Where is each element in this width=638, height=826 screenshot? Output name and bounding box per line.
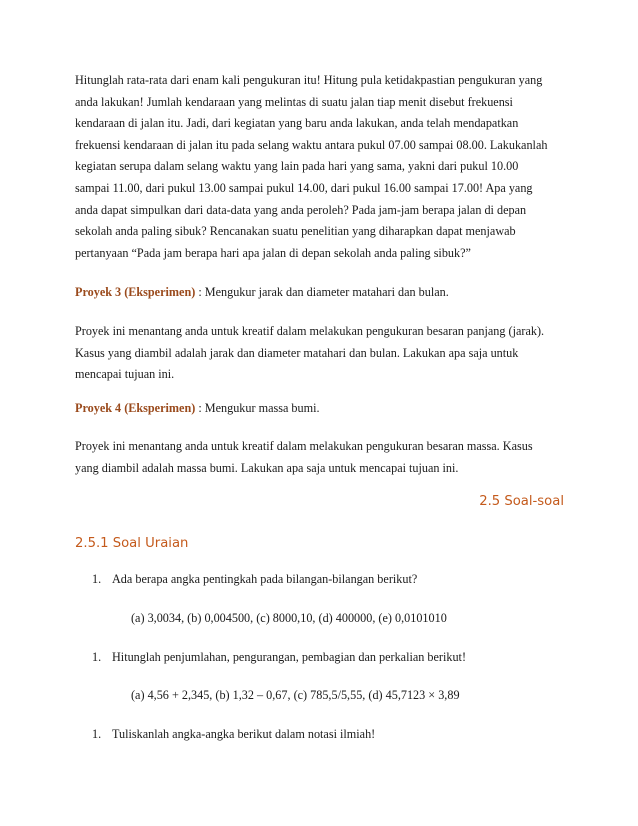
section-heading: 2.5 Soal-soal — [479, 494, 564, 509]
text-line: Proyek ini menantang anda untuk kreatif dalam melakukan pengukuran besaran massa. Kasus — [75, 439, 533, 453]
question-text: Ada berapa angka pentingkah pada bilangan-bilangan berikut? — [112, 572, 418, 586]
text-line: sekolah anda paling sibuk? Rencanakan suatu penelitian yang diharapkan dapat menjawab — [75, 224, 516, 239]
question-subitems: (a) 4,56 + 2,345, (b) 1,32 – 0,67, (c) 785,5/5,55, (d) 45,7123 × 3,89 — [131, 688, 460, 702]
paragraph-observation-task — [75, 70, 575, 264]
text-line: sampai 11.00, dari pukul 13.00 sampai pukul 14.00, dari pukul 16.00 sampai 17.00! Apa yang — [75, 180, 533, 195]
text-line: anda dapat simpulkan dari data-data yang anda peroleh? Pada jam-jam berapa jalan di depan — [75, 202, 527, 217]
text-line: kendaraan di jalan itu. Jadi, dari kegiatan yang baru anda lakukan, anda telah mendapatkan — [75, 116, 519, 131]
question-number: 1. — [92, 727, 102, 741]
project-4-line — [75, 398, 575, 420]
question-text: Tuliskanlah angka-angka berikut dalam notasi ilmiah! — [112, 727, 376, 741]
text-line: Proyek ini menantang anda untuk kreatif dalam melakukan pengukuran besaran panjang (jarak). — [75, 324, 545, 338]
text-line: anda lakukan! Jumlah kendaraan yang melintas di suatu jalan tiap menit disebut frekuensi — [75, 94, 513, 109]
text-line: Hitunglah rata-rata dari enam kali pengukuran itu! Hitung pula ketidakpastian pengukuran yang — [75, 73, 543, 87]
subsection-heading: 2.5.1 Soal Uraian — [75, 536, 189, 551]
text-line: yang diambil adalah massa bumi. Lakukan apa saja untuk mencapai tujuan ini. — [75, 460, 459, 475]
text-line: mencapai tujuan ini. — [75, 367, 175, 382]
project-4-text: : Mengukur massa bumi. — [195, 401, 320, 415]
project-3-line — [75, 282, 575, 304]
question-item — [92, 572, 417, 587]
text-line: Kasus yang diambil adalah jarak dan diameter matahari dan bulan. Lakukan apa saja untuk — [75, 345, 519, 360]
project-3-text: : Mengukur jarak dan diameter matahari dan bulan. — [195, 285, 449, 299]
project-4-label: Proyek 4 (Eksperimen) — [75, 401, 196, 415]
question-number: 1. — [92, 650, 102, 664]
question-subitems: (a) 3,0034, (b) 0,004500, (c) 8000,10, (d) 400000, (e) 0,0101010 — [131, 611, 447, 625]
question-text: Hitunglah penjumlahan, pengurangan, pembagian dan perkalian berikut! — [112, 650, 466, 664]
paragraph-project-4 — [75, 436, 575, 479]
paragraph-project-3 — [75, 321, 575, 386]
question-number: 1. — [92, 572, 102, 586]
text-line: pertanyaan “Pada jam berapa hari apa jalan di depan sekolah anda paling sibuk?” — [75, 245, 471, 260]
question-item — [92, 727, 375, 742]
project-3-label: Proyek 3 (Eksperimen) — [75, 285, 196, 299]
text-line: frekuensi kendaraan di jalan itu pada selang waktu antara pukul 07.00 sampai 08.00. Lakukanlah — [75, 137, 548, 152]
text-line: kegiatan serupa dalam selang waktu yang lain pada hari yang sama, yakni dari pukul 10.00 — [75, 159, 519, 174]
question-item — [92, 650, 466, 665]
